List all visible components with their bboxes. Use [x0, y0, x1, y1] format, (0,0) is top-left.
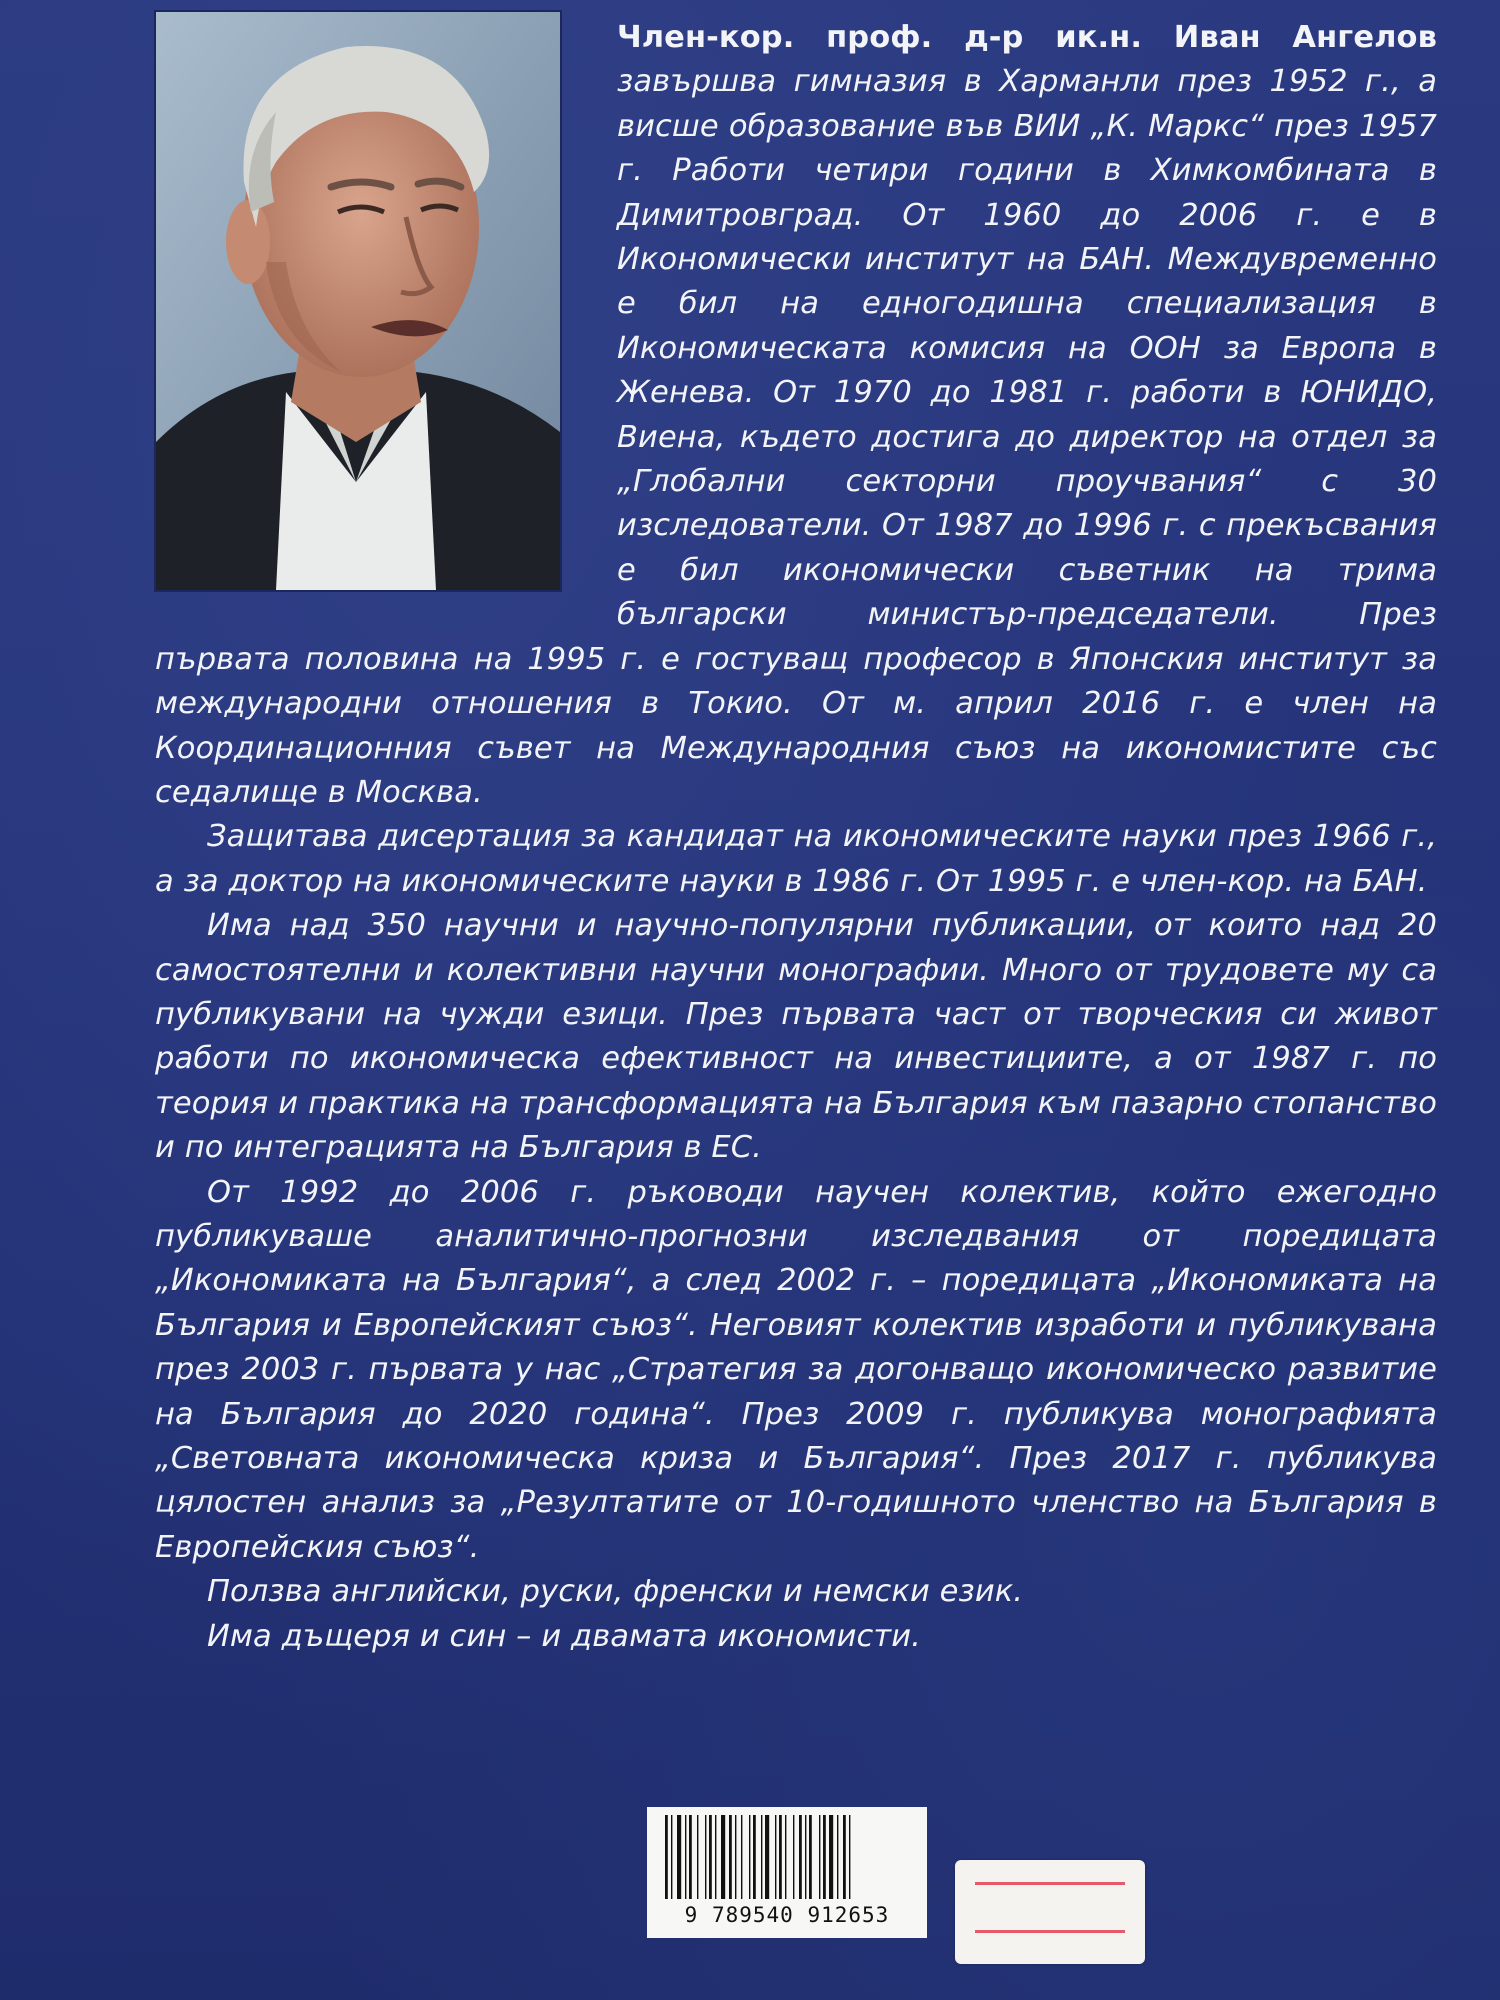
- price-sticker: [955, 1860, 1145, 1964]
- barcode-bars-icon: [647, 1807, 927, 1903]
- barcode-bar: [689, 1815, 692, 1899]
- barcode-bar: [805, 1815, 806, 1899]
- barcode-bar: [709, 1815, 712, 1899]
- photo-spacer: [155, 16, 617, 632]
- barcode-bar: [849, 1815, 850, 1899]
- barcode-bar: [735, 1815, 736, 1899]
- barcode-bar: [685, 1815, 686, 1899]
- sticker-line-top: [975, 1882, 1125, 1885]
- barcode-bar: [741, 1815, 742, 1899]
- barcode-bar: [749, 1815, 750, 1899]
- isbn-barcode: [647, 1807, 927, 1938]
- bio-paragraph-2: Защитава дисертация за кандидат на икономическите науки през 1966 г., а за доктор на икономическите науки в 1986 г. От 1995 г. е член-кор. на БАН.: [155, 819, 1437, 899]
- author-heading: Член-кор. проф. д-р ик.н. Иван Ангелов: [617, 20, 1437, 55]
- barcode-bar: [799, 1815, 802, 1899]
- barcode-bar: [721, 1815, 725, 1899]
- barcode-bar: [671, 1815, 672, 1899]
- barcode-bar: [823, 1815, 826, 1899]
- barcode-bar: [753, 1815, 756, 1899]
- barcode-bar: [665, 1815, 668, 1899]
- barcode-bar: [775, 1815, 776, 1899]
- barcode-bar: [837, 1815, 838, 1899]
- bio-paragraph-3: Има над 350 научни и научно-популярни публикации, от които над 20 самостоятелни и колективни научни монографии. Много от трудовете му са публикувани на чужди езици. През първата част от творческия си живот работи по икономическа ефективност на инвестициите, а от 1987 г. по теория и практика на трансформацията на България към пазарно стопанство и по интеграцията на България в ЕС.: [155, 908, 1437, 1166]
- barcode-bar: [697, 1815, 698, 1899]
- sticker-line-bottom: [975, 1930, 1125, 1933]
- barcode-bar: [809, 1815, 812, 1899]
- barcode-bar: [793, 1815, 794, 1899]
- barcode-bar: [829, 1815, 833, 1899]
- barcode-bar: [819, 1815, 820, 1899]
- barcode-bar: [677, 1815, 681, 1899]
- isbn-number: 9 789540 912653: [684, 1903, 890, 1927]
- barcode-bar: [705, 1815, 706, 1899]
- bio-paragraph-5: Ползва английски, руски, френски и немски език.: [207, 1574, 1024, 1610]
- barcode-bar: [761, 1815, 762, 1899]
- barcode-bar: [715, 1815, 716, 1899]
- barcode-bar: [729, 1815, 732, 1899]
- barcode-bar: [765, 1815, 769, 1899]
- barcode-bar: [843, 1815, 846, 1899]
- bio-paragraph-1-text: завършва гимназия в Харманли през 1952 г., а висше образование във ВИИ „К. Маркс“ през 1957 г. Работи четири години в Химкомбината в Димитровград. От 1960 до 2006 г. е в Икономически институт на БАН. Междувременно е бил на едногодишна специализация в Икономическата комисия на ООН за Европа в Женева. От 1970 до 1981 г. работи в ЮНИДО, Виена, където достига до директор на отдел за „Глобални секторни проучвания“ с 30 изследователи. От 1987 до 1996 г. с прекъсвания е бил икономически съветник на трима български министър-председатели. През първата половина на 1995 г. е гостуващ професор в Японския институт за международни отношения в Токио. От м. април 2016 г. е член на Координационния съвет на Международния съюз на икономистите със седалище в Москва.: [155, 64, 1437, 810]
- bio-paragraph-6: Има дъщеря и син – и двамата икономисти.: [207, 1618, 921, 1654]
- barcode-bar: [785, 1815, 786, 1899]
- bio-paragraph-4: От 1992 до 2006 г. ръководи научен колектив, който ежегодно публикуваше аналитично-прогнозни изследвания от поредицата „Икономиката на България“, а след 2002 г. – поредицата „Икономиката на България и Европейският съюз“. Неговият колектив изработи и публикувана през 2003 г. първата у нас „Стратегия за догонващо икономическо развитие на България до 2020 година“. През 2009 г. публикува монографията „Световната икономическа криза и България“. През 2017 г. публикува цялостен анализ за „Резултатите от 10-годишното членство на България в Европейския съюз“.: [155, 1174, 1437, 1565]
- barcode-bar: [779, 1815, 782, 1899]
- author-biography: [155, 16, 1437, 1659]
